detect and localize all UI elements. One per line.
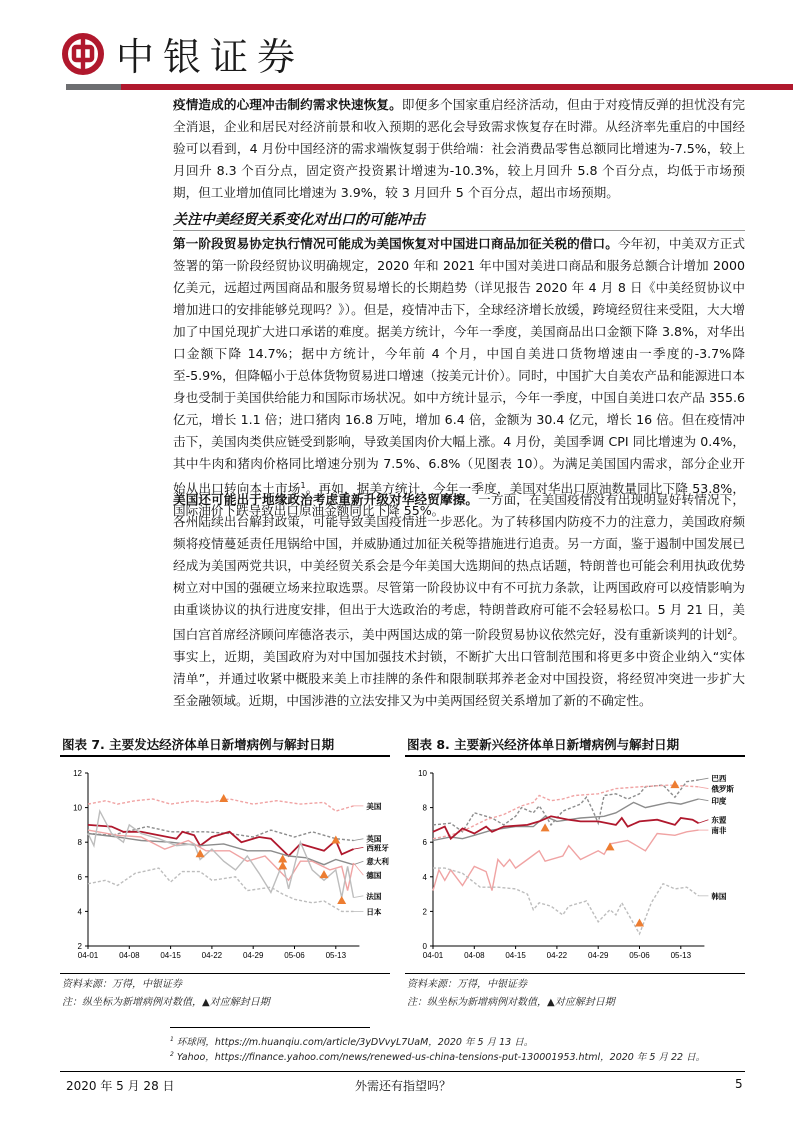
paragraph-lead: 第一阶段贸易协定执行情况可能成为美国恢复对中国进口商品加征关税的借口。 [173, 236, 618, 251]
footer-title: 外需还有指望吗？ [355, 1079, 452, 1093]
y-tick-label: 8 [77, 838, 82, 848]
x-tick-label: 05-06 [284, 951, 305, 960]
page-number: 5 [735, 1077, 743, 1091]
figure-8-note: 注：纵坐标为新增病例对数值，▲对应解封日期 [407, 997, 615, 1008]
x-tick-label: 04-01 [77, 951, 99, 960]
label-leader [699, 799, 709, 801]
figure-7-chart [55, 760, 389, 960]
y-tick-label: 10 [418, 769, 427, 778]
footnote-text: Yahoo，https://finance.yahoo.com/news/renewed-us-china-tensions-put-130001953.html，2020 年 5 月 22 日。 [176, 1052, 706, 1063]
footnote-2 [170, 1049, 705, 1063]
series-label: 日本 [366, 907, 382, 917]
x-tick-label: 04-22 [546, 951, 568, 960]
brand-logo [62, 26, 304, 81]
y-tick-label: 4 [422, 872, 427, 882]
label-leader [354, 863, 364, 875]
x-tick-label: 04-15 [505, 951, 526, 960]
x-tick-label: 05-13 [325, 951, 347, 960]
footnote-text: 环球网，https://m.huanqiu.com/article/3yDVvyL7UaM，2020 年 5 月 13 日。 [176, 1037, 534, 1048]
figure-8-source: 资料来源：万得，中银证券 [407, 979, 527, 990]
paragraph-body: 今年初，中美双方正式签署的第一阶段经贸协议明确规定，2020 年和 2021 年中国对美进口商品和服务总额合计增加 2000 亿美元，远超过两国商品和服务贸易增长的长期趋势（详见报告 2020 年 4 月 8 日《中美经贸协议中增加进口的安排能够兑现吗？》）。但是，疫情冲击下，全球经济增长放缓，跨境经贸往来受阻，大大增加了中国兑现扩大进口承诺的难度。据美方统计，今年一季度，美国商品出口金额下降 3.8%，对华出口金额下降 14.7%；据中方统计，今年前 4 个月，中国自美进口货物增速由一季度的-3.7%降至-5.9%，但降幅小于总体货物贸易进口增速（按美元计价）。同时，中国扩大自美农产品和能源进口本身也受制于美国供给能力和国际市场状况。如中方统计显示，今年一季度，中国自美进口农产品 355.6 亿元，增长 1.1 倍；进口猪肉 16.8 万吨，增加 6.4 倍，金额为 30.4 亿元，增长 16 倍。但在疫情冲击下，美国肉类供应链受到影响，导致美国肉价大幅上涨。4 月份，美国季调 CPI 同比增速为 0.4%，其中牛肉和猪肉价格同比增速分别为 7.5%、6.8%（见图表 10）。为满足美国国内需求，部分企业开始从出口转向本土市场 [173, 236, 746, 497]
reopen-marker-triangle [219, 794, 228, 802]
series-label: 美国 [366, 801, 382, 811]
label-leader [699, 820, 709, 823]
paragraph-body-cont: 。事实上，近期，美国政府为对中国加强技术封锁，不断扩大出口管制范围和将更多中资企业纳入“实体清单”，并通过收紧中概股来美上市挂牌的条件和限制联邦养老金对中国投资，将经贸冲突进一步扩大至金融领域。近期，中国涉港的立法安排又为中美两国经贸关系增加了新的不确定性。 [173, 627, 746, 709]
section-heading: 关注中美经贸关系变化对出口的可能冲击 [173, 212, 425, 228]
paragraph-trade-deal [173, 233, 745, 522]
x-tick-label: 04-15 [160, 951, 181, 960]
series-label: 韩国 [711, 891, 727, 901]
reopen-marker-triangle [635, 919, 644, 927]
figure-8-bottom-rule [405, 973, 745, 974]
series-line-巴西 [433, 780, 699, 832]
reopen-marker-triangle [670, 780, 679, 788]
y-tick-label: 2 [422, 907, 427, 917]
x-tick-label: 04-08 [119, 951, 140, 960]
series-line-南非 [433, 830, 699, 891]
y-tick-label: 8 [422, 803, 427, 813]
paragraph-lead: 疫情造成的心理冲击制约需求快速恢复。 [173, 97, 402, 112]
reopen-marker-triangle [320, 870, 329, 878]
reopen-marker-triangle [278, 861, 287, 869]
label-leader [699, 787, 709, 789]
series-label: 西班牙 [366, 843, 389, 853]
series-label: 德国 [366, 871, 382, 881]
paragraph-geopolitics [173, 489, 745, 712]
series-label: 法国 [366, 891, 382, 901]
reopen-marker-triangle [541, 823, 550, 831]
y-tick-label: 10 [73, 803, 82, 813]
series-label: 巴西 [711, 774, 727, 784]
series-line-法国 [88, 811, 354, 898]
footer-rule [60, 1071, 745, 1072]
y-tick-label: 2 [77, 942, 82, 951]
series-label: 东盟 [711, 815, 727, 825]
paragraph-body: 一方面，在美国疫情没有出现明显好转情况下，各州陆续出台解封政策，可能导致美国疫情进一步恶化。为了转移国内防疫不力的注意力，美国政府频频将疫情蔓延责任甩锅给中国，并威胁通过加征关税等措施进行追责。另一方面，鉴于遏制中国发展已经成为美国两党共识，中美经贸关系会是今年美国大选期间的热点话题，特朗普也可能会利用执政优势树立对中国的强硬立场来拉取选票。尽管第一阶段协议中有不可抗力条款，让两国政府可以疫情影响为由重谈协议的执行进度安排，但出于大选政治的考虑，特朗普政府可能不会轻易松口。5 月 21 日，美国白宫首席经济顾问库德洛表示，美中两国达成的第一阶段贸易协议依然完好，没有重新谈判的计划 [173, 492, 746, 643]
series-label: 俄罗斯 [711, 784, 734, 794]
paragraph-body-cont: 。再如，据美方统计，今年一季度，美国对华出口原油数量同比下降 53.8%，国际油价下跌导致出口原油金额同比下降 55%。 [173, 481, 746, 519]
footnote-1 [170, 1034, 533, 1048]
series-label: 英国 [366, 834, 382, 844]
footnote-rule [170, 1027, 370, 1028]
figure-7-rule [60, 755, 390, 757]
series-label: 南非 [711, 826, 727, 836]
figure-7-bottom-rule [60, 973, 390, 974]
footnote-number: 1 [170, 1035, 174, 1043]
x-tick-label: 04-22 [201, 951, 223, 960]
x-tick-label: 04-29 [587, 951, 609, 960]
brand-name: 中银证券 [116, 35, 305, 79]
series-line-日本 [88, 868, 354, 911]
label-leader [354, 839, 364, 841]
label-leader [699, 778, 709, 780]
figure-8-title: 图表 8. 主要新兴经济体单日新增病例与解封日期 [407, 737, 680, 752]
figure-7-source: 资料来源：万得，中银证券 [62, 979, 182, 990]
footnote-ref[interactable]: 1 [300, 481, 306, 490]
series-line-俄罗斯 [433, 785, 699, 839]
footnote-ref[interactable]: 2 [727, 627, 733, 636]
series-label: 印度 [711, 796, 727, 806]
header-bar-red [121, 84, 793, 90]
x-tick-label: 04-08 [464, 951, 485, 960]
y-tick-label: 0 [422, 942, 427, 951]
label-leader [354, 896, 364, 898]
x-tick-label: 05-06 [629, 951, 650, 960]
y-tick-label: 12 [73, 769, 82, 778]
paragraph-lead: 美国还可能出于地缘政治考虑重新升级对华经贸摩擦。 [173, 492, 479, 507]
paragraph-body: 即便多个国家重启经济活动，但由于对疫情反弹的担忧没有完全消退，企业和居民对经济前景和收入预期的恶化会导致需求恢复存在时滞。从经济率先重启的中国经验可以看到，4 月份中国经济的需求端恢复弱于供给端：社会消费品零售总额同比增速为-7.5%，较上月回升 8.3 个百分点，固定资产投资累计增速为-10.3%，较上月回升 5.8 个百分点，均低于市场预期，但工业增加值同比增速为 3.9%，较 3 月回升 5 个百分点，超出市场预期。 [173, 97, 746, 200]
figure-7-note: 注：纵坐标为新增病例对数值，▲对应解封日期 [62, 997, 270, 1008]
section-divider [173, 230, 745, 231]
series-line-韩国 [433, 868, 699, 934]
footnote-number: 2 [170, 1050, 174, 1058]
y-tick-label: 4 [77, 907, 82, 917]
figure-8-chart [400, 760, 740, 960]
paragraph-demand [173, 94, 745, 204]
x-tick-label: 05-13 [670, 951, 692, 960]
x-tick-label: 04-01 [422, 951, 444, 960]
bank-of-china-logo-icon [62, 33, 104, 75]
y-tick-label: 6 [77, 872, 82, 882]
figure-7-title: 图表 7. 主要发达经济体单日新增病例与解封日期 [62, 737, 335, 752]
reopen-marker-triangle [337, 896, 346, 904]
footer-date: 2020 年 5 月 28 日 [66, 1079, 175, 1093]
label-leader [354, 847, 364, 849]
series-line-意大利 [88, 834, 354, 865]
y-tick-label: 6 [422, 838, 427, 848]
series-label: 意大利 [366, 857, 389, 867]
header-bar-gray [66, 84, 121, 90]
x-tick-label: 04-29 [242, 951, 264, 960]
figure-8-rule [405, 755, 745, 757]
